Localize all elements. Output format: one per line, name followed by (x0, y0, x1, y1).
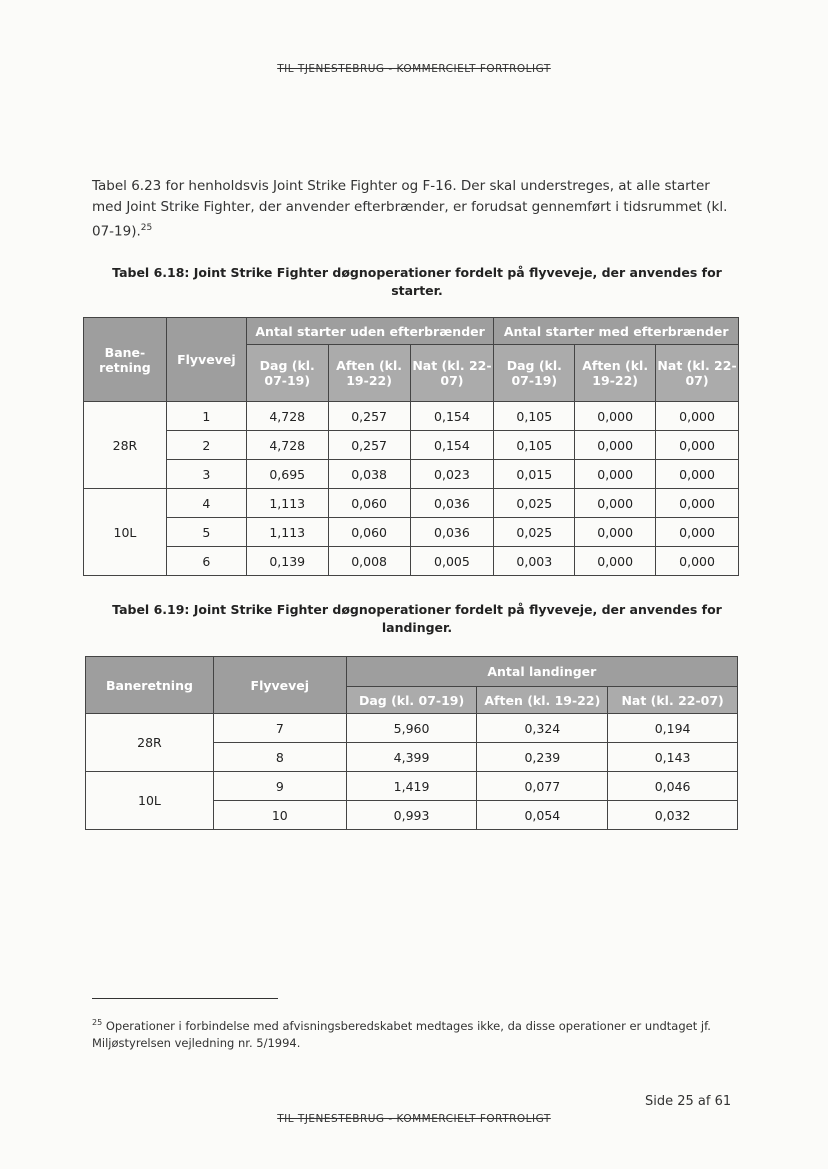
header-group-afterburner: Antal starter med efterbrænder (494, 318, 739, 345)
route-cell: 8 (213, 743, 346, 772)
value-cell: 0,036 (410, 518, 494, 547)
value-cell: 0,036 (410, 489, 494, 518)
table-row (84, 460, 739, 489)
runway-cell: 10L (84, 489, 167, 576)
header-night: Nat (kl. 22-07) (410, 345, 494, 402)
table-row (86, 714, 738, 743)
value-cell: 0,032 (608, 801, 738, 830)
value-cell: 0,154 (410, 402, 494, 431)
header-route: Flyvevej (213, 657, 346, 714)
route-cell: 5 (166, 518, 246, 547)
header-runway: Bane-retning (84, 318, 167, 402)
value-cell: 0,324 (477, 714, 608, 743)
value-cell: 0,038 (328, 460, 410, 489)
table-row (84, 489, 739, 518)
table-row (86, 772, 738, 801)
value-cell: 0,003 (494, 547, 575, 576)
header-runway: Baneretning (86, 657, 214, 714)
route-cell: 9 (213, 772, 346, 801)
header-day: Dag (kl. 07-19) (346, 687, 477, 714)
runway-cell: 28R (84, 402, 167, 489)
value-cell: 4,728 (246, 431, 328, 460)
value-cell: 0,025 (494, 518, 575, 547)
value-cell: 0,060 (328, 518, 410, 547)
value-cell: 4,399 (346, 743, 477, 772)
value-cell: 0,046 (608, 772, 738, 801)
value-cell: 0,054 (477, 801, 608, 830)
header-evening: Aften (kl. 19-22) (328, 345, 410, 402)
value-cell: 0,257 (328, 402, 410, 431)
value-cell: 0,000 (575, 547, 656, 576)
table-starts (83, 317, 739, 576)
value-cell: 0,105 (494, 402, 575, 431)
value-cell: 1,113 (246, 518, 328, 547)
value-cell: 5,960 (346, 714, 477, 743)
value-cell: 0,077 (477, 772, 608, 801)
value-cell: 0,000 (575, 402, 656, 431)
value-cell: 0,015 (494, 460, 575, 489)
value-cell: 0,000 (575, 489, 656, 518)
header-night: Nat (kl. 22-07) (656, 345, 739, 402)
value-cell: 0,000 (575, 460, 656, 489)
value-cell: 1,419 (346, 772, 477, 801)
intro-paragraph (92, 176, 742, 243)
footnote-number: 25 (92, 1018, 103, 1027)
value-cell: 4,728 (246, 402, 328, 431)
value-cell: 1,113 (246, 489, 328, 518)
header-evening: Aften (kl. 19-22) (575, 345, 656, 402)
footnote-divider (92, 998, 278, 999)
header-evening: Aften (kl. 19-22) (477, 687, 608, 714)
value-cell: 0,194 (608, 714, 738, 743)
runway-cell: 28R (86, 714, 214, 772)
table2-caption: Tabel 6.19: Joint Strike Fighter døgnoperationer fordelt på flyveveje, der anvendes for landinger. (112, 602, 722, 635)
value-cell: 0,000 (656, 431, 739, 460)
value-cell: 0,023 (410, 460, 494, 489)
value-cell: 0,139 (246, 547, 328, 576)
value-cell: 0,154 (410, 431, 494, 460)
route-cell: 4 (166, 489, 246, 518)
route-cell: 2 (166, 431, 246, 460)
route-cell: 6 (166, 547, 246, 576)
header-day: Dag (kl. 07-19) (494, 345, 575, 402)
intro-text: Tabel 6.23 for henholdsvis Joint Strike Fighter og F-16. Der skal understreges, at alle starter med Joint Strike Fighter, der anvender efterbrænder, er forudsat gennemført i tidsrummet (kl. 07-19). (92, 178, 728, 240)
route-cell: 1 (166, 402, 246, 431)
value-cell: 0,000 (656, 460, 739, 489)
header-group-landings: Antal landinger (346, 657, 737, 687)
runway-cell: 10L (86, 772, 214, 830)
page-number: Side 25 af 61 (645, 1094, 732, 1109)
header-route: Flyvevej (166, 318, 246, 402)
table-landings (85, 656, 738, 830)
value-cell: 0,005 (410, 547, 494, 576)
footnote (92, 1014, 742, 1052)
value-cell: 0,000 (656, 547, 739, 576)
value-cell: 0,105 (494, 431, 575, 460)
route-cell: 10 (213, 801, 346, 830)
value-cell: 0,143 (608, 743, 738, 772)
table1-caption: Tabel 6.18: Joint Strike Fighter døgnoperationer fordelt på flyveveje, der anvendes for starter. (112, 265, 722, 298)
classification-footer: TIL TJENESTEBRUG - KOMMERCIELT FORTROLIGT (277, 1113, 551, 1125)
value-cell: 0,000 (575, 518, 656, 547)
value-cell: 0,025 (494, 489, 575, 518)
header-day: Dag (kl. 07-19) (246, 345, 328, 402)
classification-header: TIL TJENESTEBRUG - KOMMERCIELT FORTROLIGT (277, 63, 551, 75)
table-row (84, 547, 739, 576)
header-night: Nat (kl. 22-07) (608, 687, 738, 714)
route-cell: 3 (166, 460, 246, 489)
footnote-ref: 25 (140, 223, 153, 233)
table-row (84, 518, 739, 547)
value-cell: 0,239 (477, 743, 608, 772)
table-row (84, 431, 739, 460)
route-cell: 7 (213, 714, 346, 743)
table-row (84, 402, 739, 431)
value-cell: 0,000 (656, 489, 739, 518)
value-cell: 0,000 (575, 431, 656, 460)
value-cell: 0,008 (328, 547, 410, 576)
value-cell: 0,060 (328, 489, 410, 518)
value-cell: 0,993 (346, 801, 477, 830)
header-group-no-afterburner: Antal starter uden efterbrænder (246, 318, 494, 345)
value-cell: 0,257 (328, 431, 410, 460)
value-cell: 0,695 (246, 460, 328, 489)
footnote-text: Operationer i forbindelse med afvisningsberedskabet medtages ikke, da disse operationer er undtaget jf. Miljøstyrelsen vejledning nr. 5/1994. (92, 1018, 711, 1050)
value-cell: 0,000 (656, 402, 739, 431)
value-cell: 0,000 (656, 518, 739, 547)
